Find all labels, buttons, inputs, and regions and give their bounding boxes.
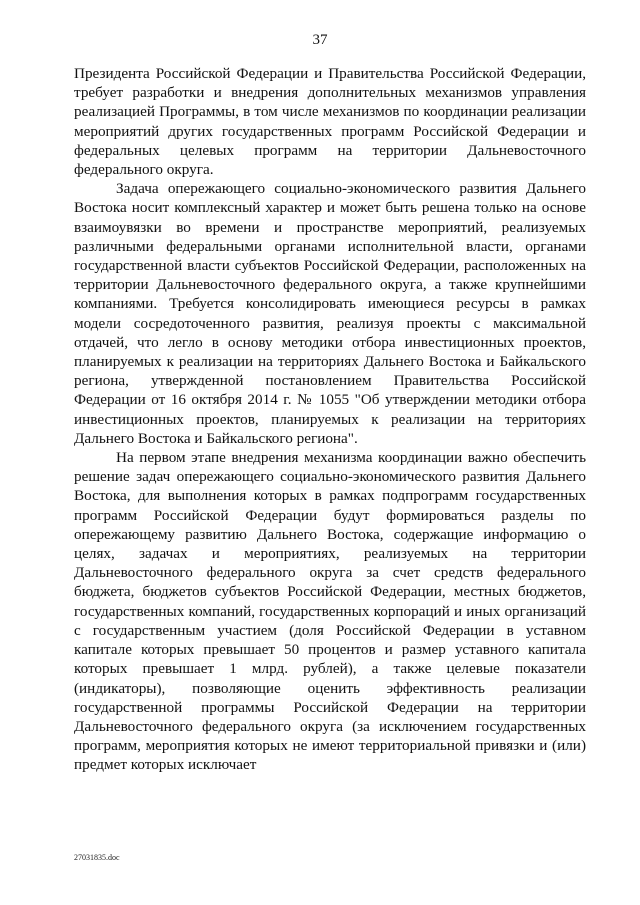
document-filename-footer: 27031835.doc (74, 853, 120, 862)
paragraph: Задача опережающего социально-экономического развития Дальнего Востока носит комплексный характер и может быть решена только на основе взаимоувязки во времени и пространстве мероприятий, реализуемых различными федеральными органами исполнительной власти, органами государственной власти субъектов Российской Федерации, расположенных на территории Дальневосточного федерального округа, а также крупнейшими компаниями. Требуется консолидировать имеющиеся ресурсы в рамках модели сосредоточенного развития, реализуя проекты с максимальной отдачей, что легло в основу методики отбора инвестиционных проектов, планируемых к реализации на территориях Дальнего Востока и Байкальского региона, утвержденной постановлением Правительства Российской Федерации от 16 октября 2014 г. № 1055 "Об утверждении методики отбора инвестиционных проектов, планируемых к реализации на территориях Дальнего Востока и Байкальского региона". (74, 180, 586, 447)
page-number: 37 (312, 32, 328, 48)
document-body (74, 64, 586, 775)
paragraph-continuation: Президента Российской Федерации и Правительства Российской Федерации, требует разработки и внедрения дополнительных механизмов управления реализацией Программы, в том числе механизмов по координации реализации мероприятий других государственных программ Российской Федерации и федеральных целевых программ на территории Дальневосточного федерального округа. (74, 65, 586, 179)
paragraph: На первом этапе внедрения механизма координации важно обеспечить решение задач опережающего социально-экономического развития Дальнего Востока, для выполнения которых в рамках подпрограмм государственных программ Российской Федерации будут формироваться разделы по опережающему развитию Дальнего Востока, содержащие информацию о целях, задачах и мероприятиях, реализуемых на территории Дальневосточного федерального округа за счет средств федерального бюджета, бюджетов субъектов Российской Федерации, местных бюджетов, государственных компаний, государственных корпораций и иных организаций с государственным участием (доля Российской Федерации в уставном капитале которых превышает 50 процентов и размер уставного капитала которых превышает 1 млрд. рублей), а также целевые показатели (индикаторы), позволяющие оценить эффективность реализации государственной программы Российской Федерации на территории Дальневосточного федерального округа (за исключением государственных программ, мероприятия которых не имеют территориальной привязки и (или) предмет которых исключает (74, 449, 586, 774)
